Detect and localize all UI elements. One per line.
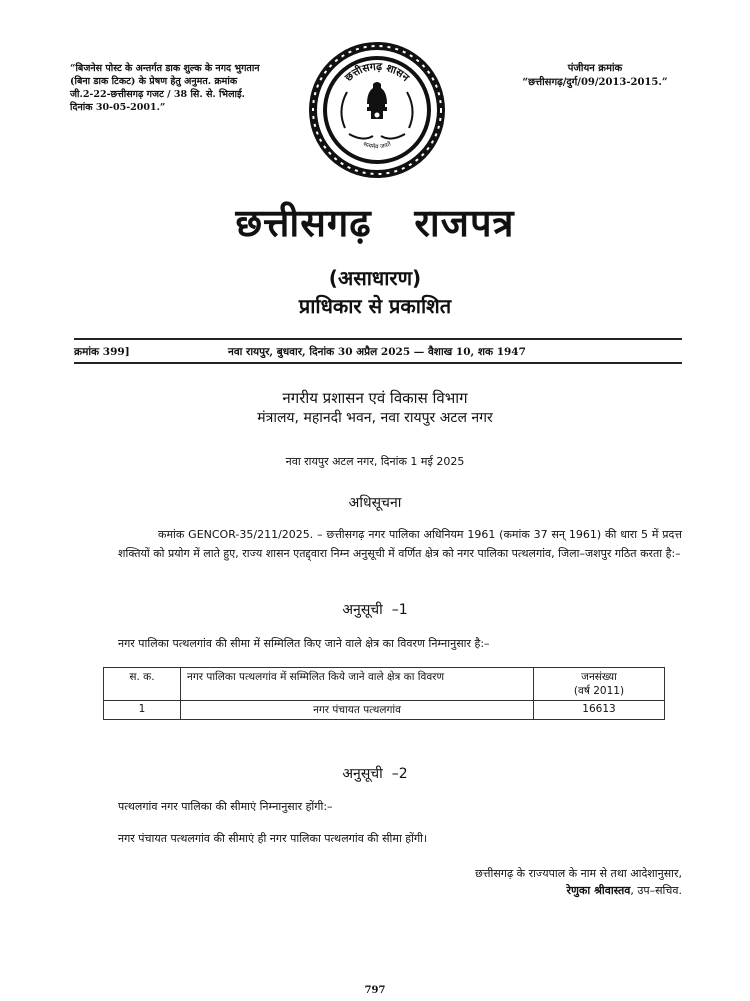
signatory-name: रेणुका श्रीवास्तव bbox=[566, 884, 631, 897]
gazette-extraordinary: (असाधारण) bbox=[328, 266, 422, 290]
issue-number: क्रमांक 399] bbox=[74, 346, 130, 358]
seal-text-top: छत्तीसगढ़ शासन bbox=[342, 60, 412, 84]
cell-serial: 1 bbox=[104, 701, 181, 720]
top-divider bbox=[74, 338, 682, 340]
gazette-authority: प्राधिकार से प्रकाशित bbox=[298, 294, 452, 318]
boundary-line-2: नगर पंचायत पत्थलगांव की सीमाएं ही नगर पालिका पत्थलगांव की सीमा होंगी। bbox=[118, 832, 428, 845]
cell-area: नगर पंचायत पत्थलगांव bbox=[181, 701, 534, 720]
col-population-label: जनसंख्या bbox=[581, 671, 617, 683]
schedule-1-description: नगर पालिका पत्थलगांव की सीमा में सम्मिलित किए जाने वाले क्षेत्र का विवरण निम्नानुसार है:– bbox=[118, 637, 490, 650]
schedule-1-heading: अनुसूची –1 bbox=[342, 602, 408, 618]
notification-heading: अधिसूचना bbox=[348, 495, 402, 511]
signatory-designation: , उप–सचिव. bbox=[630, 884, 682, 897]
notification-text: कमांक GENCOR-35/211/2025. – छत्तीसगढ़ नगर पालिका अधिनियम 1961 (कमांक 37 सन् 1961) की धारा 5 में प्रदत्त शक्तियों को प्रयोग में लाते हुए, राज्य शासन एतद्द्वारा निम्न अनुसूची में वर्णित क्षेत्र को नगर पालिका पत्थलगांव, जिला–जशपुर गठित करता है:– bbox=[118, 528, 682, 560]
issue-date: नवा रायपुर, बुधवार, दिनांक 30 अप्रैल 2025 — वैशाख 10, शक 1947 bbox=[228, 346, 526, 358]
state-seal-emblem bbox=[307, 40, 447, 180]
cell-population: 16613 bbox=[534, 701, 665, 720]
page-number: 797 bbox=[364, 985, 386, 996]
col-population bbox=[534, 668, 665, 701]
ministry-address: मंत्रालय, महानदी भवन, नवा रायपुर अटल नगर bbox=[257, 410, 493, 426]
col-serial: स. क. bbox=[104, 668, 181, 701]
schedule-2-heading: अनुसूची –2 bbox=[342, 766, 408, 782]
gazette-title: छत्तीसगढ़ राजपत्र bbox=[235, 200, 515, 245]
col-area: नगर पालिका पत्थलगांव में सम्मिलित किये जाने वाले क्षेत्र का विवरण bbox=[181, 668, 534, 701]
department-name: नगरीय प्रशासन एवं विकास विभाग bbox=[282, 389, 468, 407]
registration-label: पंजीयन क्रमांक bbox=[567, 63, 623, 74]
bottom-divider bbox=[74, 362, 682, 364]
registration-block bbox=[500, 62, 690, 90]
table-row bbox=[104, 701, 665, 720]
signature-authority: छत्तीसगढ़ के राज्यपाल के नाम से तथा आदेशानुसार, bbox=[475, 867, 682, 880]
col-population-year: (वर्ष 2011) bbox=[573, 685, 625, 697]
postal-note: “बिजनेस पोस्ट के अन्तर्गत डाक शुल्क के नगद भुगतान (बिना डाक टिकट) के प्रेषण हेतु अनुमत. क्रमांक जी.2-22-छत्तीसगढ़ गजट / 38 सि. से. भिलाई. दिनांक 30-05-2001.” bbox=[70, 63, 260, 113]
notification-date: नवा रायपुर अटल नगर, दिनांक 1 मई 2025 bbox=[285, 455, 465, 468]
signature-block bbox=[380, 883, 682, 898]
notification-paragraph bbox=[118, 525, 682, 563]
registration-number: “छत्तीसगढ़/दुर्ग/09/2013-2015.” bbox=[522, 77, 668, 88]
area-table bbox=[103, 667, 665, 720]
seal-text-bottom: सत्यमेव जयते bbox=[361, 140, 393, 151]
table-header-row bbox=[104, 668, 665, 701]
boundary-line-1: पत्थलगांव नगर पालिका की सीमाएं निम्नानुसार होंगी:– bbox=[118, 800, 333, 813]
